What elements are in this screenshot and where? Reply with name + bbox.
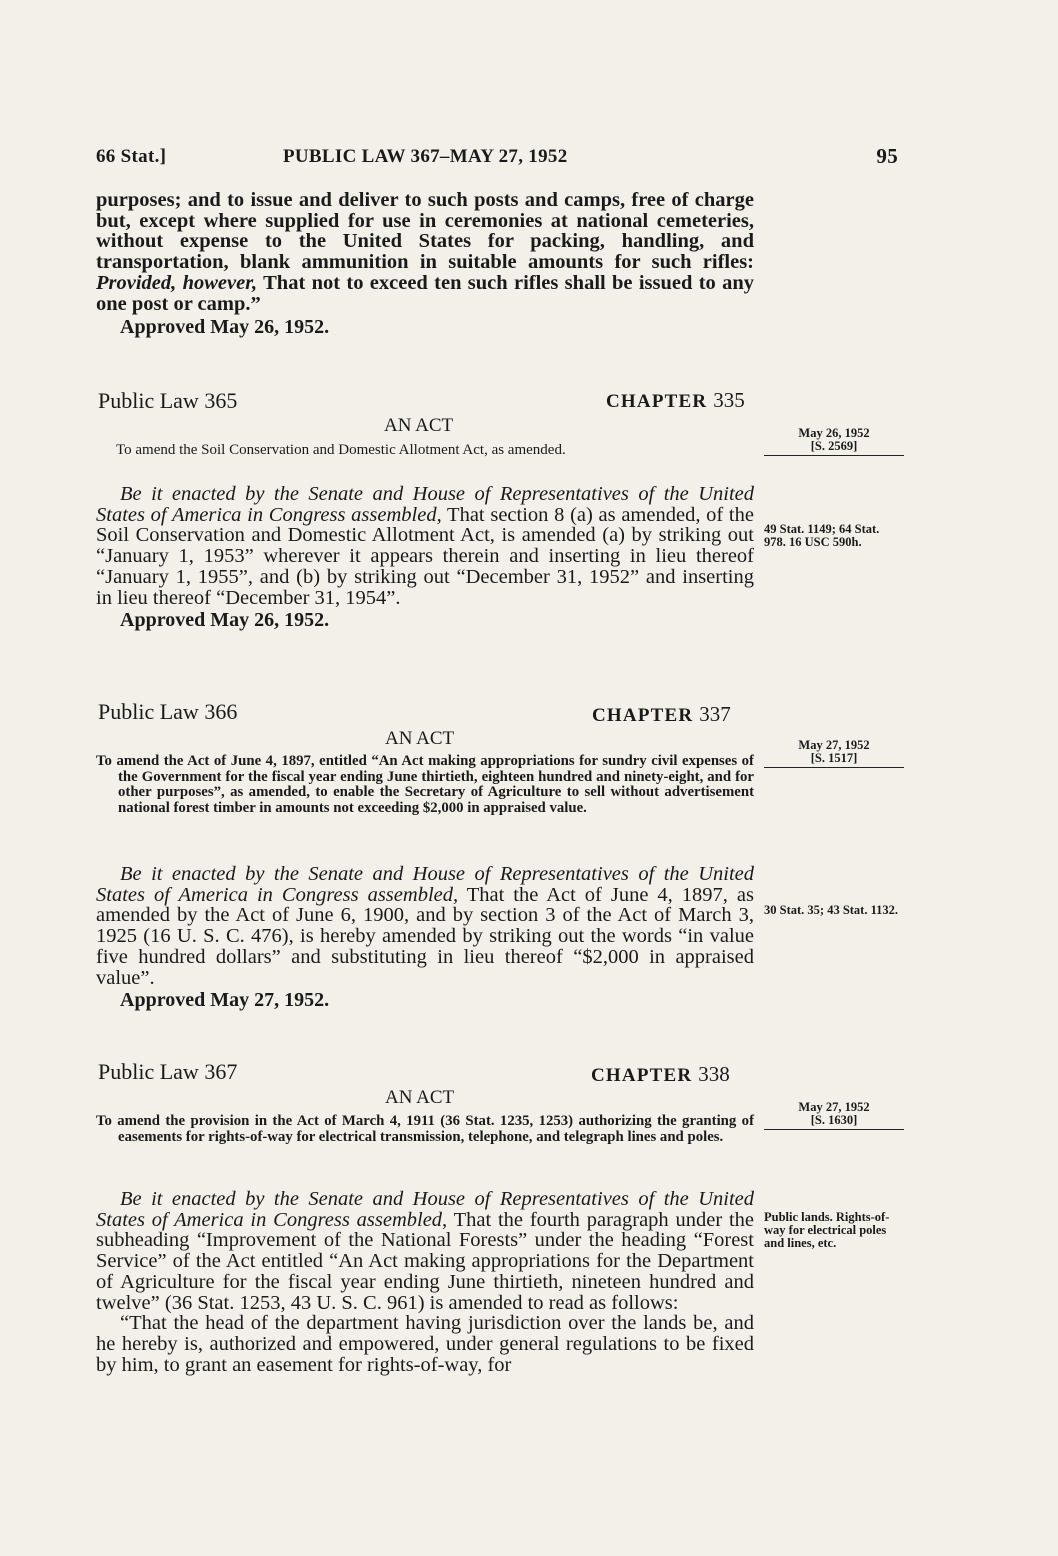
quoted-text: “That the head of the department having jurisdiction over the lands be, and he hereby is, authorized and empowered, under general regulations to be fixed by him, to grant an easement for rights-of-way, for	[96, 1312, 754, 1376]
act-purpose: To amend the provision in the Act of March 4, 1911 (36 Stat. 1235, 1253) authorizing the granting of easements for rights-of-way for electrical transmission, telephone, and telegraph lines and poles.	[96, 1113, 754, 1145]
enacting-clause: Be it enacted by the Senate and House of Representatives of the United States of America in Congress assembled, That the Act of June 4, 1897, as amended by the Act of June 6, 1900, and by section 3 of the Act of March 3, 1925 (16 U. S. C. 476), is hereby amended by striking out the words “in value five hundred dollars” and substituting in lieu thereof “$2,000 in appraised value”.	[96, 863, 754, 989]
enacting-clause: Be it enacted by the Senate and House of Representatives of the United States of America in Congress assembled, That section 8 (a) as amended, of the Soil Conservation and Domestic Allotment Act, is amended (a) by striking out “January 1, 1953” wherever it appears therein and inserting in lieu thereof “January 1, 1955”, and (b) by striking out “December 31, 1952” and inserting in lieu thereof “December 31, 1954”.	[96, 483, 754, 609]
running-title: PUBLIC LAW 367–MAY 27, 1952	[283, 146, 568, 167]
enacting-section	[96, 484, 754, 632]
continuation-section	[96, 190, 754, 339]
enacting-section	[96, 864, 754, 1012]
act-purpose: To amend the Act of June 4, 1897, entitled “An Act making appropriations for sundry civil expenses of the Government for the fiscal year ending June thirtieth, eighteen hundred and ninety-eight, and for other purposes”, as amended, to enable the Secretary of Agriculture to sell without advertisement national forest timber in amounts not exceeding $2,000 in appraised value.	[96, 753, 754, 816]
an-act-title: AN ACT	[385, 1087, 455, 1108]
margin-date: May 27, 1952 [S. 1517]	[764, 739, 904, 768]
continuation-text: purposes; and to issue and deliver to such posts and camps, free of charge but, except where supplied for use in ceremonies at national cemeteries, without expense to the United States for packing, handling, and transportation, blank ammunition in suitable amounts for such rifles: Provided, however, That not to exceed ten such rifles shall be issued to any one post or camp.”	[96, 189, 755, 315]
an-act-title: AN ACT	[385, 728, 455, 749]
public-law-heading: Public Law 365	[98, 388, 238, 413]
public-law-heading: Public Law 367	[98, 1059, 238, 1084]
approved-line: Approved May 27, 1952.	[120, 989, 330, 1012]
margin-date: May 26, 1952 [S. 2569]	[764, 427, 904, 456]
an-act-title: AN ACT	[384, 415, 454, 436]
chapter-heading: CHAPTER 335	[606, 388, 745, 412]
enacting-clause: Be it enacted by the Senate and House of Representatives of the United States of America in Congress assembled, That the fourth paragraph under the subheading “Improvement of the National Forests” under the heading “Forest Service” of the Act entitled “An Act making appropriations for the Department of Agriculture for the fiscal year ending June thirtieth, nineteen hundred and twelve” (36 Stat. 1253, 43 U. S. C. 961) is amended to read as follows:	[96, 1188, 754, 1314]
margin-date: May 27, 1952 [S. 1630]	[764, 1101, 904, 1130]
enacting-section	[96, 1189, 754, 1375]
chapter-heading: CHAPTER 337	[592, 702, 731, 726]
margin-citation: 30 Stat. 35; 43 Stat. 1132.	[764, 903, 899, 917]
chapter-heading: CHAPTER 338	[591, 1062, 730, 1086]
approved-line: Approved May 26, 1952.	[120, 316, 330, 339]
page-number: 95	[876, 144, 898, 168]
public-law-heading: Public Law 366	[98, 699, 238, 724]
margin-citation: 49 Stat. 1149; 64 Stat. 978. 16 USC 590h.	[764, 522, 880, 549]
volume-reference: 66 Stat.]	[96, 146, 167, 167]
margin-citation: Public lands. Rights-of-way for electrical poles and lines, etc.	[764, 1210, 890, 1250]
act-purpose: To amend the Soil Conservation and Domestic Allotment Act, as amended.	[116, 442, 566, 458]
approved-line: Approved May 26, 1952.	[120, 609, 330, 632]
